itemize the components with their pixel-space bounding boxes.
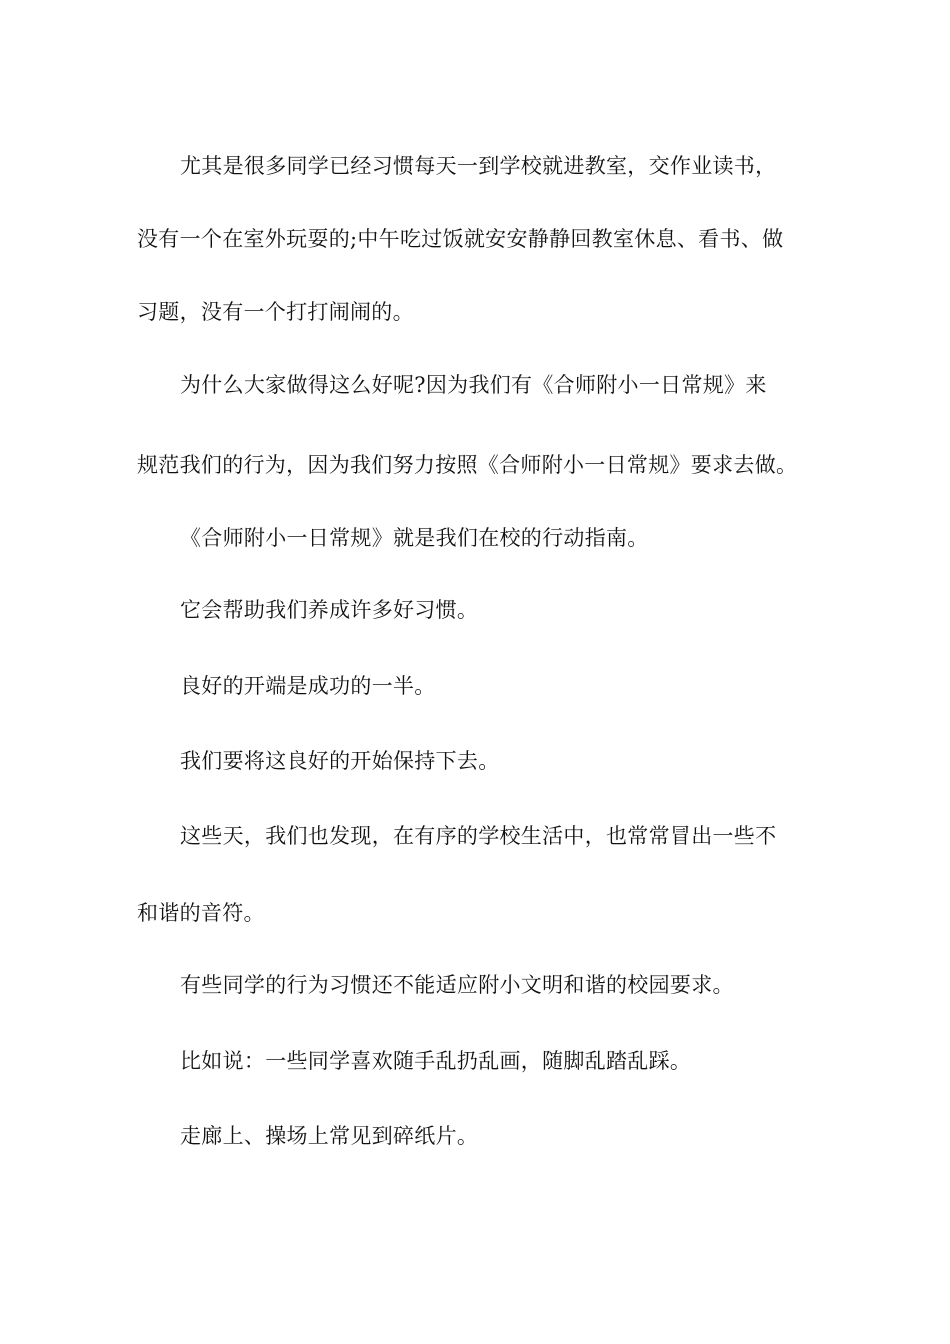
paragraph-line: 和谐的音符。 — [137, 901, 265, 925]
paragraph-line: 它会帮助我们养成许多好习惯。 — [180, 598, 479, 622]
paragraph-line: 为什么大家做得这么好呢?因为我们有《合师附小一日常规》来 — [180, 373, 767, 397]
paragraph-line: 尤其是很多同学已经习惯每天一到学校就进教室，交作业读书， — [180, 154, 777, 178]
paragraph-line: 良好的开端是成功的一半。 — [180, 674, 436, 698]
paragraph-line: 习题，没有一个打打闹闹的。 — [137, 300, 414, 324]
paragraph-line: 比如说：一些同学喜欢随手乱扔乱画，随脚乱踏乱踩。 — [180, 1049, 692, 1073]
paragraph-line: 没有一个在室外玩耍的;中午吃过饭就安安静静回教室休息、看书、做 — [137, 227, 784, 251]
paragraph-line: 走廊上、操场上常见到碎纸片。 — [180, 1124, 479, 1148]
paragraph-line: 这些天，我们也发现，在有序的学校生活中，也常常冒出一些不 — [180, 824, 777, 848]
paragraph-line: 《合师附小一日常规》就是我们在校的行动指南。 — [180, 526, 649, 550]
paragraph-line: 规范我们的行为，因为我们努力按照《合师附小一日常规》要求去做。 — [137, 453, 798, 477]
paragraph-line: 有些同学的行为习惯还不能适应附小文明和谐的校园要求。 — [180, 973, 734, 997]
paragraph-line: 我们要将这良好的开始保持下去。 — [180, 749, 500, 773]
